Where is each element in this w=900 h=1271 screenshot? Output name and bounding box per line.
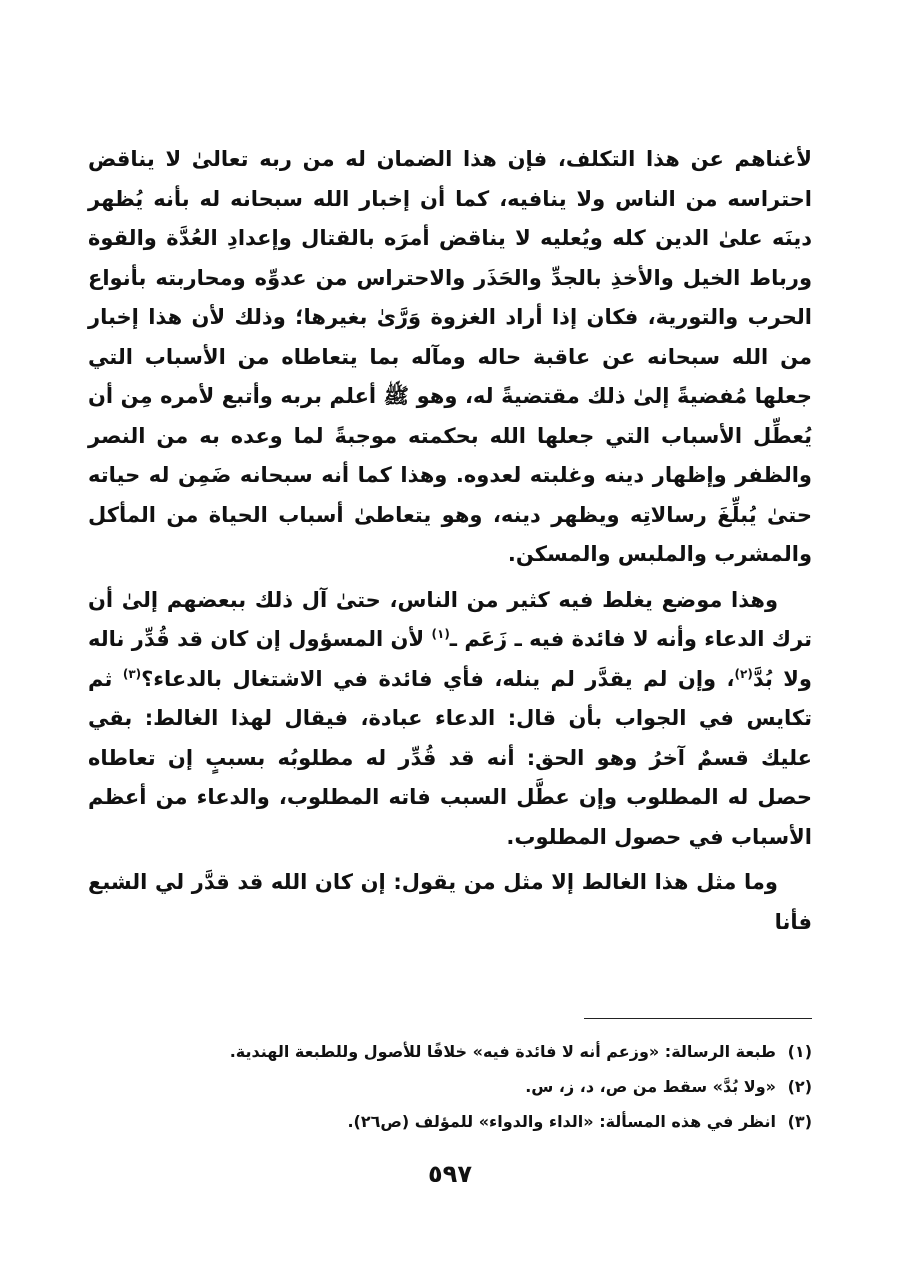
footnote-3 bbox=[88, 1104, 812, 1139]
paragraph-2-part-2: لأن المسؤول إن كان قد قُدِّر ناله ولا بُدَّ bbox=[88, 627, 812, 691]
paragraph-2-part-3: ، وإن لم يقدَّر لم ينله، فأي فائدة في الاشتغال بالدعاء؟ bbox=[141, 666, 735, 691]
paragraph-2-part-4: ثم تكايس في الجواب بأن قال: الدعاء عبادة، فيقال لهذا الغالط: بقي عليك قسمٌ آخرُ bbox=[88, 666, 813, 770]
footnote-ref-3[interactable]: (٣) bbox=[122, 666, 142, 681]
paragraph-3: وما مثل هذا الغالط إلا مثل من يقول: إن كان الله قد قدَّر لي الشبع فأنا bbox=[88, 870, 812, 934]
footnotes bbox=[88, 1034, 812, 1139]
footnote-separator bbox=[584, 1018, 812, 1019]
main-text bbox=[88, 140, 812, 942]
footnote-text: انظر في هذه المسألة: «الداء والدواء» للمؤلف (ص٢٦). bbox=[347, 1112, 776, 1131]
footnote-number: (١) bbox=[787, 1042, 812, 1061]
paragraph-2 bbox=[88, 581, 812, 858]
footnote-1 bbox=[88, 1034, 812, 1069]
page-number: ٥٩٧ bbox=[428, 1160, 472, 1188]
footnote-number: (٣) bbox=[787, 1112, 812, 1131]
footnote-text: «ولا بُدَّ» سقط من ص، د، ز، س. bbox=[525, 1077, 776, 1096]
paragraph-1: لأغناهم عن هذا التكلف، فإن هذا الضمان له من ربه تعالىٰ لا يناقض احتراسه من الناس ولا ينافيه، كما أن إخبار الله سبحانه له بأنه يُظهر دينَه علىٰ الدين كله ويُعليه لا يناقض أمرَه بالقتال وإعدادِ العُدَّة والقوة ورباط الخيل والأخذِ بالجدِّ والحَذَر والاحتراس من عدوِّه ومحاربته بأنواع الحرب والتورية، فكان إذا أراد الغزوة وَرَّىٰ بغيرها؛ وذلك لأن هذا إخبار من الله سبحانه عن عاقبة حاله ومآله بما يتعاطاه من الأسباب التي جعلها مُفضيةً إلىٰ ذلك مقتضيةً له، وهو ﷺ أعلم بربه وأتبع لأمره مِن أن يُعطِّل الأسباب التي جعلها الله بحكمته موجبةً لما وعده به من النصر والظفر وإظهار دينه وغلبته لعدوه. وهذا كما أنه سبحانه ضَمِن له حياته حتىٰ يُبلِّغَ رسالاتِه ويظهر دينه، وهو يتعاطىٰ أسباب الحياة من المأكل والمشرب والملبس والمسكن. bbox=[88, 147, 812, 566]
paragraph-2-part-1: وهذا موضع يغلط فيه كثير من الناس، حتىٰ آل ذلك ببعضهم إلىٰ أن ترك الدعاء وأنه لا فائدة فيه ـ زَعَم ـ bbox=[88, 587, 812, 651]
footnote-2 bbox=[88, 1069, 812, 1104]
footnote-number: (٢) bbox=[787, 1077, 812, 1096]
footnote-ref-1[interactable]: (١) bbox=[431, 627, 450, 641]
footnote-ref-2[interactable]: (٢) bbox=[734, 666, 753, 681]
footnote-text: طبعة الرسالة: «وزعم أنه لا فائدة فيه» خلافًا للأصول وللطبعة الهندية. bbox=[229, 1042, 776, 1061]
paragraph-2-part-5: وهو الحق: أنه قد قُدِّر له مطلوبُه بسببٍ إن تعاطاه حصل له المطلوب وإن عطَّل السبب فاته المطلوب، والدعاء من أعظم الأسباب في حصول المطلوب. bbox=[88, 745, 812, 849]
